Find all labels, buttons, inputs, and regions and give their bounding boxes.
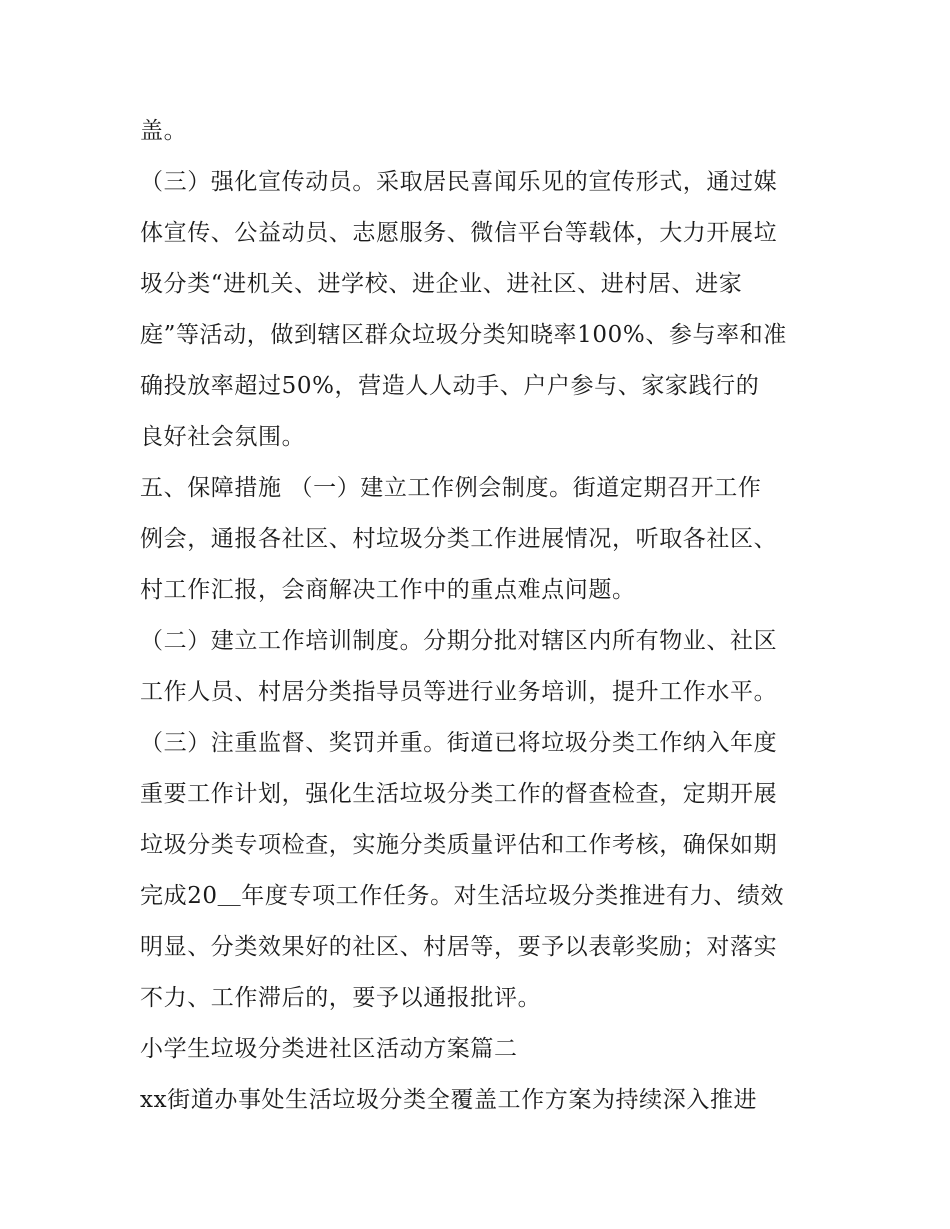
text-line: xx街道办事处生活垃圾分类全覆盖工作方案为持续深入推进 [140, 1087, 758, 1113]
document-body [140, 106, 820, 1126]
text-line: 村工作汇报，会商解决工作中的重点难点问题。 [140, 577, 636, 603]
text-line: 垃圾分类专项检查，实施分类质量评估和工作考核，确保如期 [140, 832, 778, 858]
text-line: 盖。 [140, 118, 188, 144]
text-line: 完成20＿年度专项工作任务。对生活垃圾分类推进有力、绩效 [140, 883, 785, 909]
text-line: 庭”等活动，做到辖区群众垃圾分类知晓率100%、参与率和准 [140, 322, 787, 348]
text-line: 例会，通报各社区、村垃圾分类工作进展情况，听取各社区、 [140, 526, 778, 552]
text-line: 确投放率超过50%，营造人人动手、户户参与、家家践行的 [140, 373, 760, 399]
text-line: 重要工作计划，强化生活垃圾分类工作的督查检查，定期开展 [140, 781, 778, 807]
text-line: 良好社会氛围。 [140, 424, 306, 450]
text-line: 不力、工作滞后的，要予以通报批评。 [140, 985, 542, 1011]
text-line: 体宣传、公益动员、志愿服务、微信平台等载体，大力开展垃 [140, 220, 778, 246]
text-line: （二）建立工作培训制度。分期分批对辖区内所有物业、社区 [140, 628, 778, 654]
section-heading-line: 五、保障措施 （一）建立工作例会制度。街道定期召开工作 [140, 475, 762, 501]
text-line: （三）注重监督、奖罚并重。街道已将垃圾分类工作纳入年度 [140, 730, 778, 756]
text-line: 圾分类“进机关、进学校、进企业、进社区、进村居、进家 [140, 271, 743, 297]
text-line: 工作人员、村居分类指导员等进行业务培训，提升工作水平。 [140, 679, 778, 705]
text-line: 明显、分类效果好的社区、村居等，要予以表彰奖励；对落实 [140, 934, 778, 960]
document-title-line: 小学生垃圾分类进社区活动方案篇二 [140, 1036, 518, 1062]
text-line: （三）强化宣传动员。采取居民喜闻乐见的宣传形式，通过媒 [140, 169, 778, 195]
